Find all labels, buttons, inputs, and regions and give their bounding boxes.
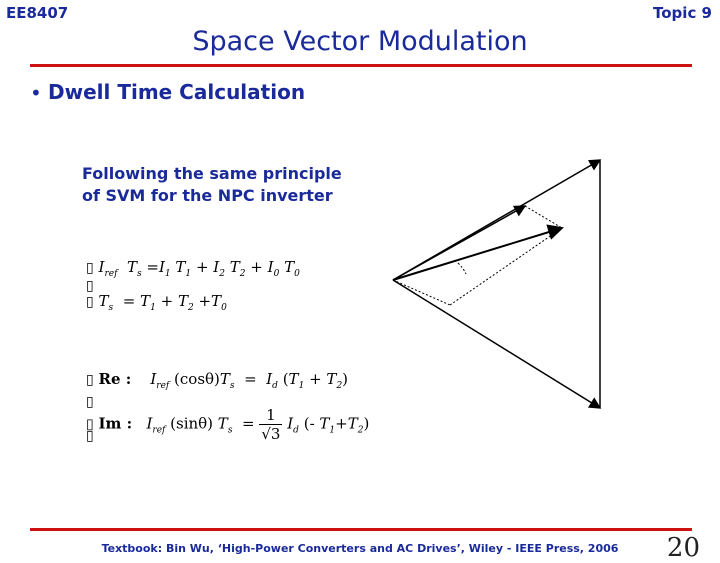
- topic-label: Topic 9: [653, 4, 712, 22]
- theta-arc: [458, 263, 466, 274]
- vector-v3: [393, 280, 600, 408]
- equation-charge-balance: ▯ $I_{ref}$ $T_s =I_1$ $T_1 + I_2$ $T_2 + I_0$ $T_0$: [86, 258, 300, 279]
- course-code: EE8407: [6, 4, 69, 22]
- projection-dashed-upper: [450, 228, 562, 305]
- projection-t2: [525, 206, 562, 228]
- top-divider: [30, 64, 692, 67]
- vector-t1-component: [393, 206, 525, 280]
- brace-mid-1: ▯: [86, 278, 94, 294]
- explanation-text: [82, 163, 382, 207]
- explanation-line-1: Following the same principle: [82, 164, 342, 183]
- projection-dashed-lower: [393, 280, 450, 305]
- equation-real-part: ▯ Re : $I_{ref}$ $(\cos\theta)T_s = I_d$ $(T_1 + T_2)$: [86, 370, 349, 391]
- space-vector-diagram: [380, 150, 620, 415]
- brace-mid-2: ▯: [86, 394, 94, 410]
- textbook-citation: Textbook: Bin Wu, ‘High-Power Converters and AC Drives’, Wiley - IEEE Press, 2006: [101, 542, 619, 555]
- slide-title: Space Vector Modulation: [192, 26, 528, 57]
- equation-dwell-sum: ▯ $T_s = T_1 + T_2 +T_0$: [86, 292, 227, 313]
- bottom-divider: [30, 528, 692, 531]
- fraction-one-over-root3: $\frac{1}{√3}$: [261, 406, 281, 443]
- equation-imag-part: ▯ Im : $I_{ref}$ (sinθ) $T_s$ = $\frac{1}{√3}$ $I_d$ (- $T_1+T_2$): [86, 406, 370, 443]
- brace-bottom-2: ▯: [86, 428, 94, 444]
- page-number: 20: [666, 533, 700, 563]
- reference-vector: [393, 228, 562, 280]
- explanation-line-2: of SVM for the NPC inverter: [82, 186, 333, 205]
- bullet-heading: Dwell Time Calculation: [48, 80, 306, 104]
- bullet-icon: •: [30, 81, 42, 105]
